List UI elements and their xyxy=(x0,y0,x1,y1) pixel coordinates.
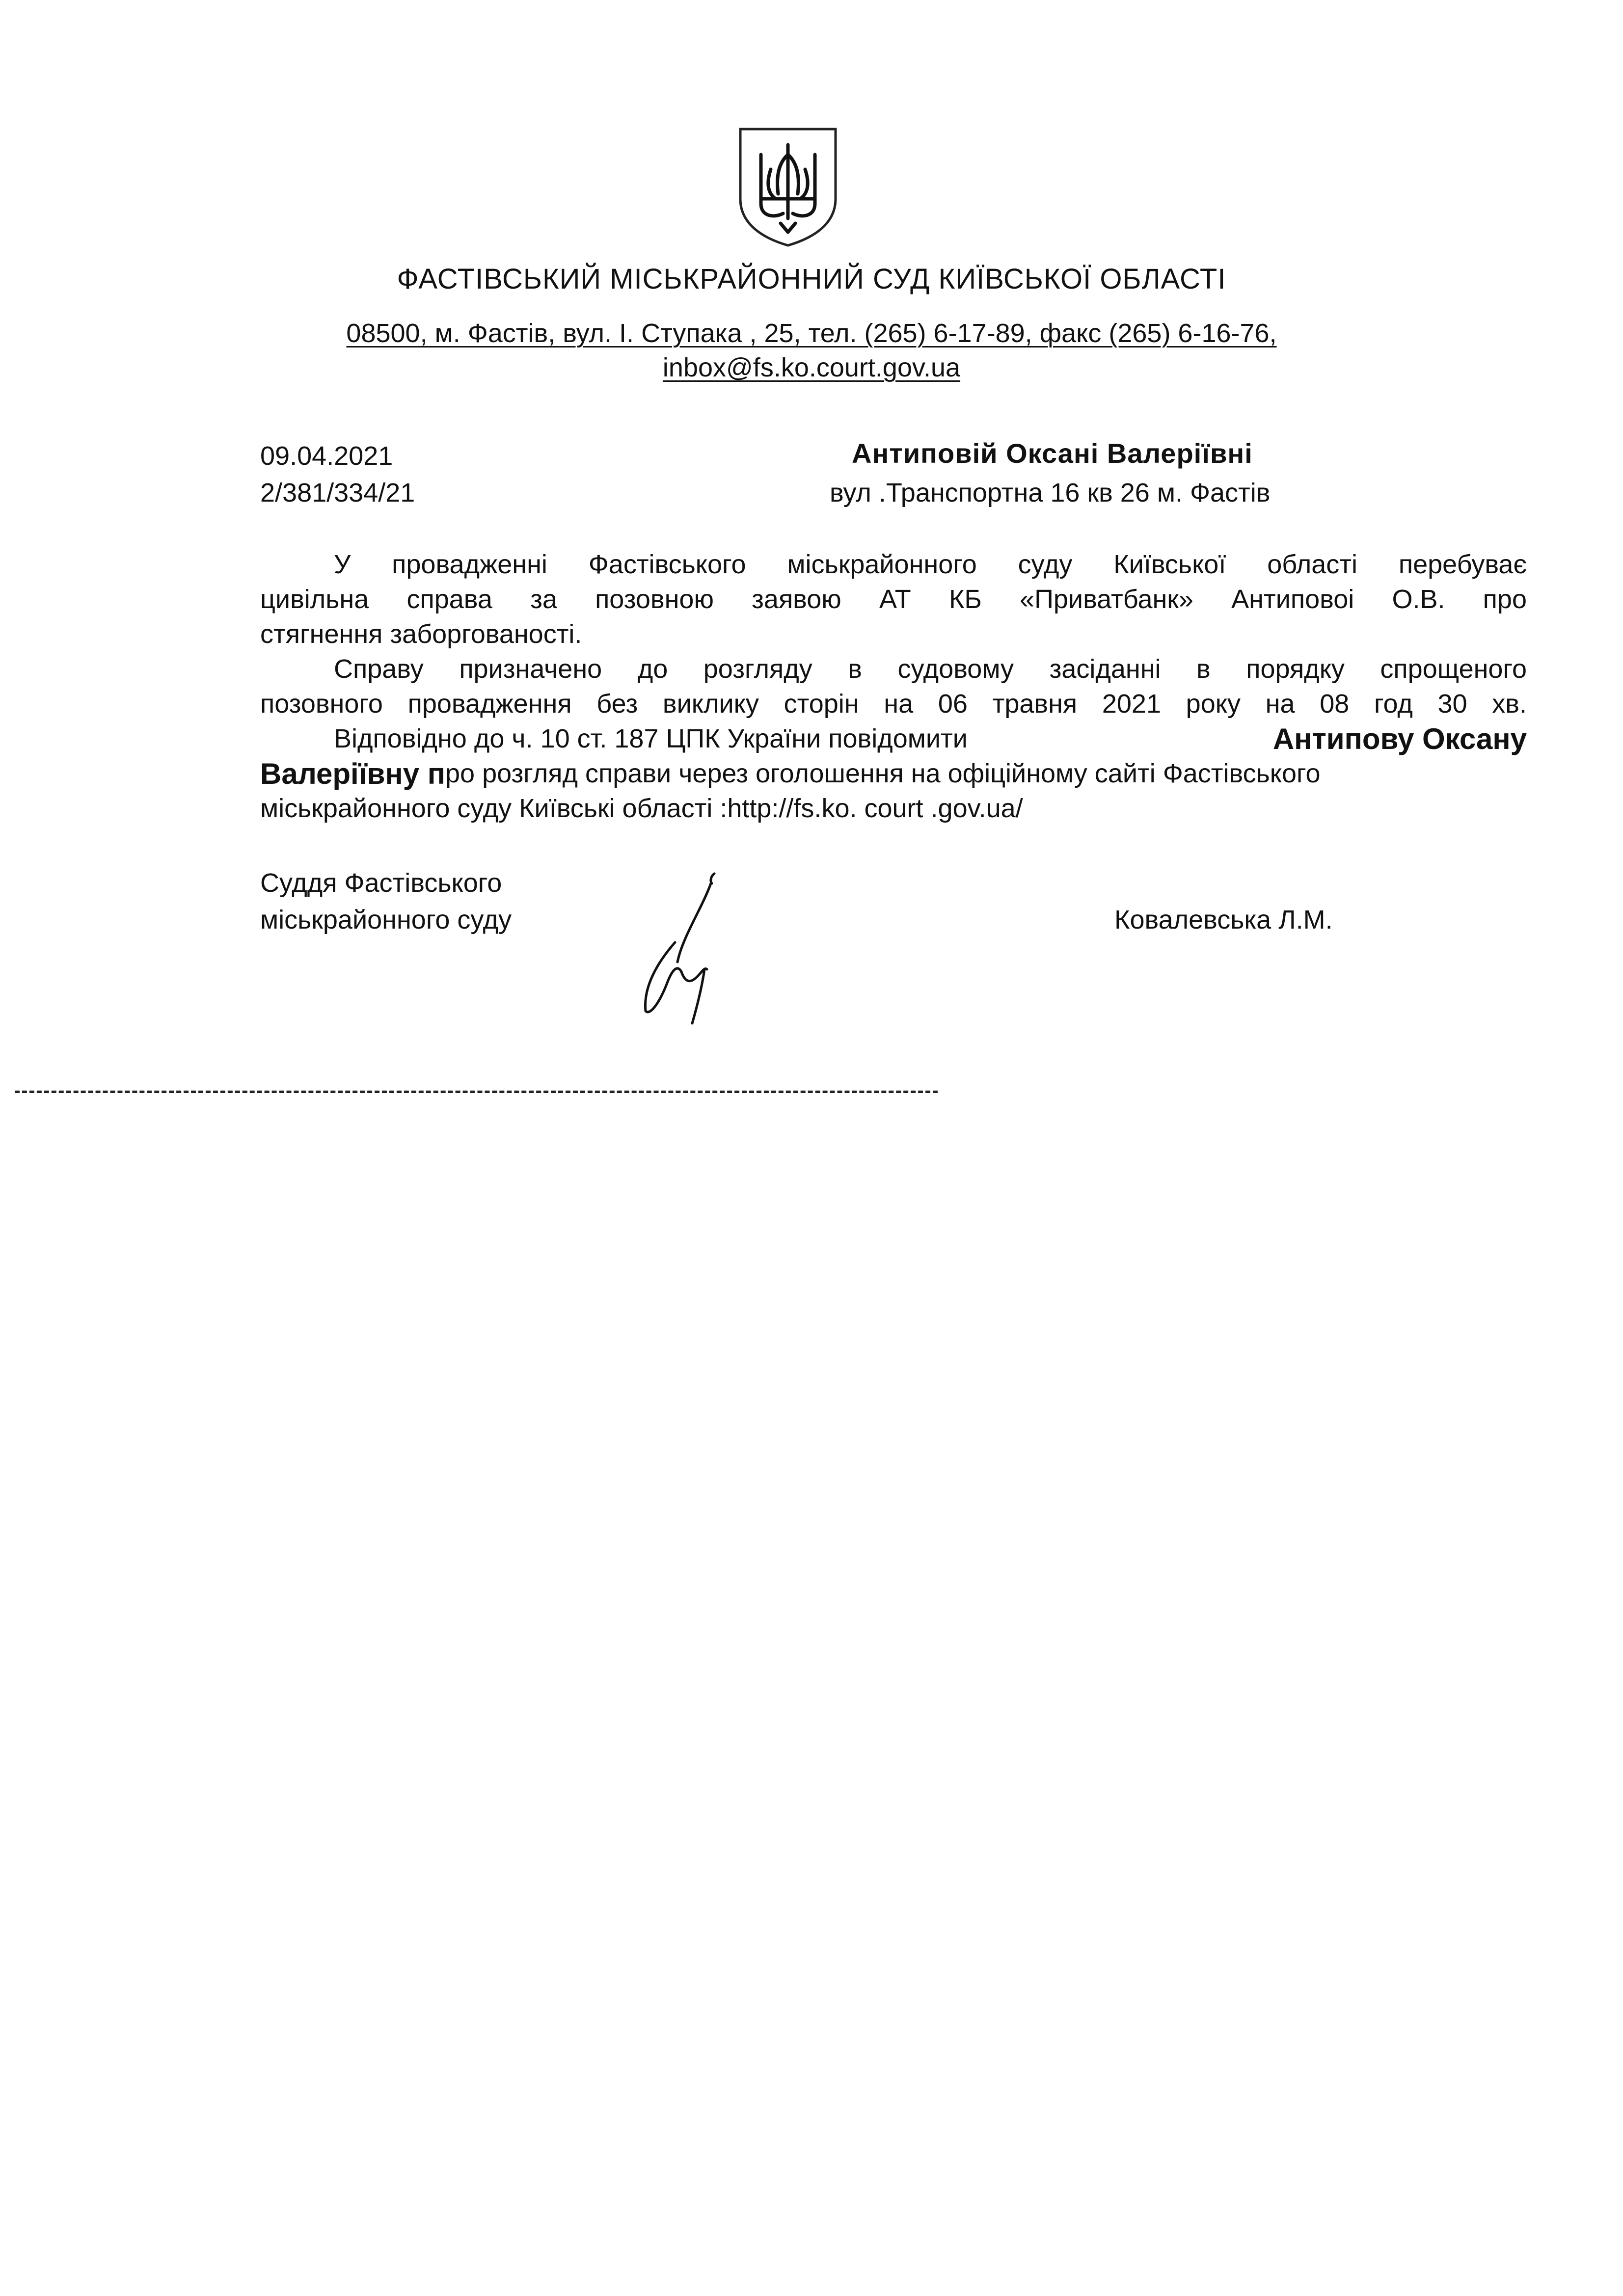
recipient-address: вул .Транспортна 16 кв 26 м. Фастів xyxy=(830,478,1271,507)
body-text: ро розгляд справи через оголошення на офіційному сайті Фастівського xyxy=(445,759,1321,788)
letter-body xyxy=(260,547,1527,826)
court-address: 08500, м. Фастів, вул. І. Ступака , 25, тел. (265) 6-17-89, факс (265) 6-16-76, xyxy=(346,319,1277,348)
body-line xyxy=(260,721,1527,756)
case-number: 2/381/334/21 xyxy=(260,478,415,507)
body-text: Відповідно до ч. 10 ст. 187 ЦПК України повідомити xyxy=(334,724,968,753)
body-line: Справу призначено до розгляду в судовому засіданні в порядку спрощеного xyxy=(334,654,1527,684)
letter-date: 09.04.2021 xyxy=(260,441,393,471)
court-name: ФАСТІВСЬКИЙ МІСЬКРАЙОННИЙ СУД КИЇВСЬКОЇ ОБЛАСТІ xyxy=(397,263,1226,295)
separator-line xyxy=(15,1091,938,1093)
coat-of-arms-emblem xyxy=(736,125,839,248)
body-line: У провадженні Фастівського міськрайонного суду Київської області перебуває xyxy=(334,550,1527,579)
court-email: inbox@fs.ko.court.gov.ua xyxy=(662,353,961,382)
handwritten-signature xyxy=(623,864,741,1026)
body-line xyxy=(260,756,1527,791)
body-line: цивільна справа за позовною заявою АТ КБ «Приватбанк» Антиповоі О.В. про xyxy=(260,585,1527,614)
recipient-name: Антиповій Оксані Валеріївні xyxy=(852,438,1253,469)
judge-title-line1: Суддя Фастівського xyxy=(260,868,502,898)
body-line: позовного провадження без виклику сторін на 06 травня 2021 року на 08 год 30 хв. xyxy=(260,689,1527,719)
judge-title-line2: міськрайонного суду xyxy=(260,905,512,934)
addressee-name-part: Валеріївну п xyxy=(260,757,445,790)
body-line: стягнення заборгованості. xyxy=(260,619,582,649)
body-line: міськрайонного суду Київські області :http://fs.ko. court .gov.ua/ xyxy=(260,794,1023,823)
addressee-name-part: Антипову Оксану xyxy=(1272,722,1527,755)
judge-name: Ковалевська Л.М. xyxy=(1114,905,1333,934)
